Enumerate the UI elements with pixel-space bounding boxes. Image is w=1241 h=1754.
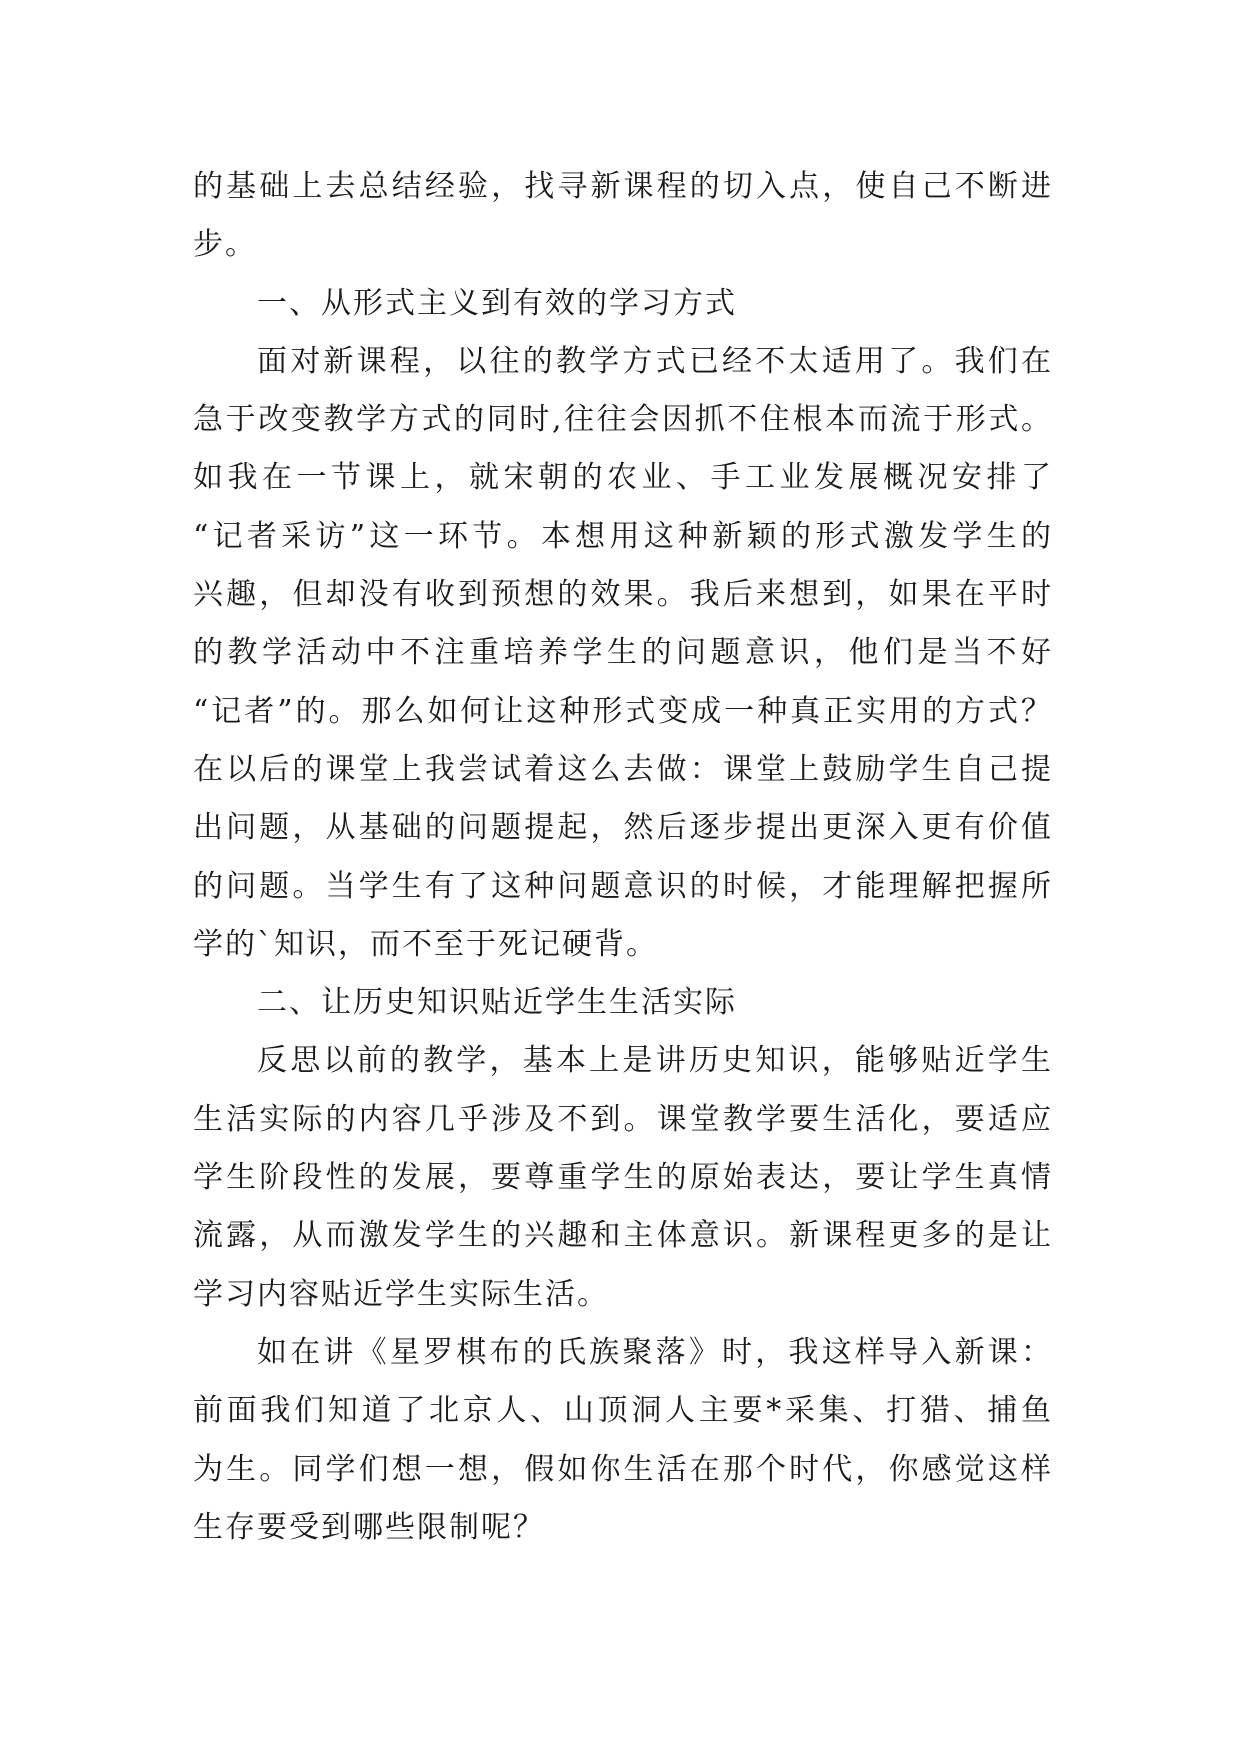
text-line: 兴趣，但却没有收到预想的效果。我后来想到，如果在平时 (193, 577, 1053, 613)
text-line: 学的`知识，而不至于死记硬背。 (193, 926, 658, 962)
text-line: 流露，从而激发学生的兴趣和主体意识。新课程更多的是让 (193, 1218, 1053, 1254)
text-line: 如在讲《星罗棋布的氏族聚落》时，我这样导入新课： (257, 1334, 1053, 1370)
text-line: 的基础上去总结经验，找寻新课程的切入点，使自己不断进 (193, 169, 1053, 204)
text-line: 的问题。当学生有了这种问题意识的时候，才能理解把握所 (193, 868, 1053, 904)
text-line: 步。 (193, 227, 257, 263)
text-line: 前面我们知道了北京人、山顶洞人主要*采集、打猎、捕鱼 (193, 1393, 1053, 1429)
text-line: 在以后的课堂上我尝试着这么去做：课堂上鼓励学生自己提 (193, 751, 1053, 787)
text-line: 的教学活动中不注重培养学生的问题意识，他们是当不好 (193, 635, 1053, 671)
text-line: 生存要受到哪些限制呢？ (193, 1509, 545, 1545)
text-line: 学习内容贴近学生实际生活。 (193, 1276, 609, 1312)
text-line: 出问题，从基础的问题提起，然后逐步提出更深入更有价值 (193, 810, 1053, 846)
section-heading: 二、让历史知识贴近学生生活实际 (257, 985, 737, 1021)
text-line: 为生。同学们想一想，假如你生活在那个时代，你感觉这样 (193, 1451, 1053, 1487)
text-line: 面对新课程，以往的教学方式已经不太适用了。我们在 (257, 343, 1053, 379)
text-line: 学生阶段性的发展，要尊重学生的原始表达，要让学生真情 (193, 1160, 1053, 1196)
section-heading: 一、从形式主义到有效的学习方式 (257, 285, 737, 321)
text-line: 反思以前的教学，基本上是讲历史知识，能够贴近学生 (257, 1043, 1053, 1079)
text-line: “记者”的。那么如何让这种形式变成一种真正实用的方式？ (193, 693, 1053, 729)
document-body (193, 158, 1053, 1557)
text-line: 如我在一节课上，就宋朝的农业、手工业发展概况安排了 (193, 460, 1053, 496)
text-line: 急于改变教学方式的同时,往往会因抓不住根本而流于形式。 (193, 402, 1053, 438)
text-line: 生活实际的内容几乎涉及不到。课堂教学要生活化，要适应 (193, 1101, 1053, 1137)
text-line: “记者采访”这一环节。本想用这种新颖的形式激发学生的 (193, 518, 1053, 554)
